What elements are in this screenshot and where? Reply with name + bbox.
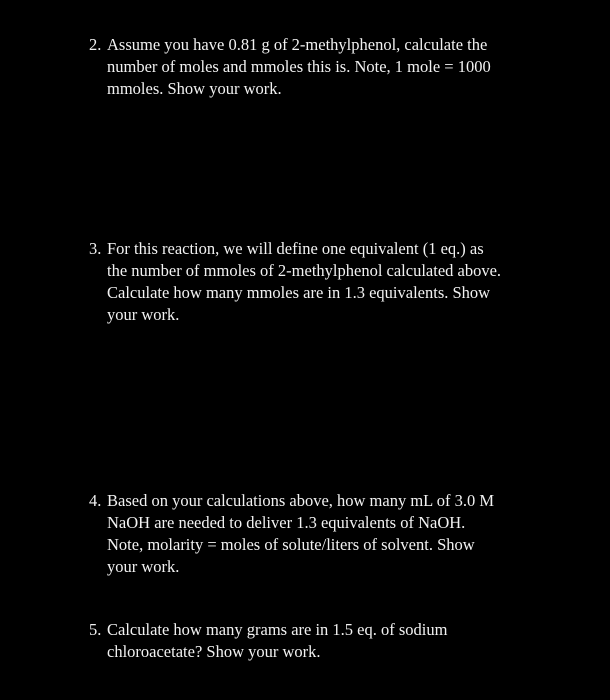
question-text-line: Based on your calculations above, how many mL of 3.0 M: [107, 491, 495, 510]
question-5: [89, 619, 559, 663]
question-4: [89, 490, 559, 578]
question-text-line: Note, molarity = moles of solute/liters of solvent. Show: [107, 535, 475, 554]
question-text-line: For this reaction, we will define one equivalent (1 eq.) as: [107, 239, 484, 258]
question-text-line: your work.: [107, 305, 180, 324]
question-2: [89, 34, 559, 100]
question-text-line: Calculate how many mmoles are in 1.3 equivalents. Show: [107, 283, 491, 302]
question-number: 3.: [89, 239, 102, 258]
question-text-line: number of moles and mmoles this is. Note, 1 mole = 1000: [107, 57, 491, 76]
question-text-line: NaOH are needed to deliver 1.3 equivalents of NaOH.: [107, 513, 466, 532]
question-number: 5.: [89, 620, 102, 639]
question-number: 2.: [89, 35, 102, 54]
question-text-line: the number of mmoles of 2-methylphenol calculated above.: [107, 261, 502, 280]
question-number: 4.: [89, 491, 102, 510]
question-text-line: Assume you have 0.81 g of 2-methylphenol, calculate the: [107, 35, 488, 54]
question-text-line: mmoles. Show your work.: [107, 79, 282, 98]
question-3: [89, 238, 559, 326]
question-text-line: Calculate how many grams are in 1.5 eq. of sodium: [107, 620, 448, 639]
question-text-line: your work.: [107, 557, 180, 576]
question-text-line: chloroacetate? Show your work.: [107, 642, 321, 661]
